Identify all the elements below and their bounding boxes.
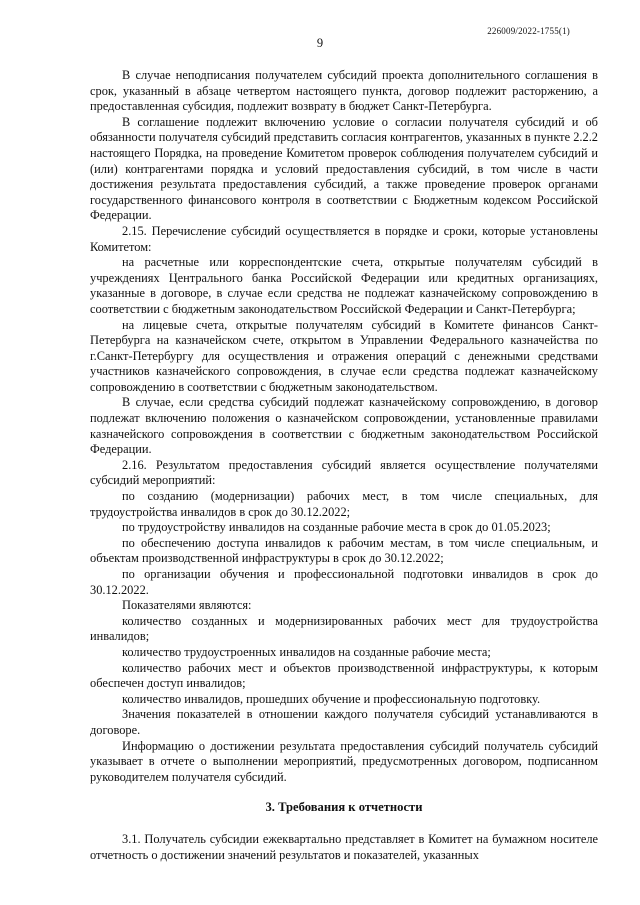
paragraph: количество созданных и модернизированных рабочих мест для трудоустройства инвалидов;: [90, 613, 598, 644]
paragraph: по трудоустройству инвалидов на созданные рабочие места в срок до 01.05.2023;: [122, 520, 551, 535]
paragraph: Показателями являются:: [122, 598, 252, 613]
paragraph: В соглашение подлежит включению условие о согласии получателя субсидий и об обязанности получателя субсидий представить согласия контрагентов, указанных в пункте 2.2.2 настоящего Порядка, на проведение Комитетом проверок соблюдения получателем субсидий и (или) контрагентами порядка и условий предоставления субсидий, в том числе в части достижения результата предоставления субсидий, а также проведение проверок органами государственного финансового контроля в соответствии с Бюджетным кодексом Российской Федерации.: [90, 114, 598, 223]
paragraph: Информацию о достижении результата предоставления субсидий получатель субсидий указывает в отчете о выполнении мероприятий, предусмотренных договором, подписанном руководителем получателя субсидий.: [90, 738, 598, 784]
paragraph: количество инвалидов, прошедших обучение и профессиональную подготовку.: [122, 691, 541, 706]
paragraph: на расчетные или корреспондентские счета, открытые получателям субсидий в учреждениях Центрального банка Российской Федерации или кредитных организациях, указанные в договоре, в случае если средства не подлежат казначейскому сопровождению в соответствии с бюджетным законодательством Российской Федерации и Санкт-Петербурга;: [90, 255, 598, 316]
section-heading: 3. Требования к отчетности: [265, 800, 423, 815]
paragraph: Значения показателей в отношении каждого получателя субсидий устанавливаются в договоре.: [90, 707, 598, 737]
paragraph: на лицевые счета, открытые получателям субсидий в Комитете финансов Санкт-Петербурга на казначейском счете, открытом в Управлении Федерального казначейства по г.Санкт-Петербургу для осуществления и отражения операций с денежными средствами участников казначейского сопровождения, в случае если средства подлежат казначейскому сопровождению в соответствии с бюджетным законодательством.: [90, 317, 598, 394]
document-number: 226009/2022-1755(1): [487, 26, 570, 36]
paragraph: 2.15. Перечисление субсидий осуществляется в порядке и сроки, которые установлены Комитетом:: [90, 223, 598, 254]
document-body: [90, 68, 598, 863]
paragraph: по обеспечению доступа инвалидов к рабочим местам, в том числе специальным, и объектам производственной инфраструктуры в срок до 30.12.2022;: [90, 535, 598, 566]
page-number: 9: [316, 36, 324, 50]
paragraph: В случае неподписания получателем субсидий проекта дополнительного соглашения в срок, указанный в абзаце четвертом настоящего пункта, договор подлежит расторжению, а предоставленная субсидия, подлежит возврату в бюджет Санкт-Петербурга.: [90, 68, 598, 114]
paragraph: количество трудоустроенных инвалидов на созданные рабочие места;: [122, 644, 491, 659]
paragraph: 3.1. Получатель субсидии ежеквартально представляет в Комитет на бумажном носителе отчетность о достижении значений результатов и показателей, указанных: [90, 831, 598, 862]
paragraph: по созданию (модернизации) рабочих мест, в том числе специальных, для трудоустройства инвалидов в срок до 30.12.2022;: [90, 489, 598, 519]
paragraph: В случае, если средства субсидий подлежат казначейскому сопровождению, в договор подлежат включению положения о казначейском сопровождении, установленные правилами казначейского сопровождения в соответствии с бюджетным законодательством Российской Федерации.: [90, 395, 598, 457]
paragraph: по организации обучения и профессиональной подготовки инвалидов в срок до 30.12.2022.: [90, 567, 598, 597]
paragraph: количество рабочих мест и объектов производственной инфраструктуры, к которым обеспечен доступ инвалидов;: [90, 660, 598, 691]
paragraph: 2.16. Результатом предоставления субсидий является осуществление получателями субсидий мероприятий:: [90, 457, 598, 488]
